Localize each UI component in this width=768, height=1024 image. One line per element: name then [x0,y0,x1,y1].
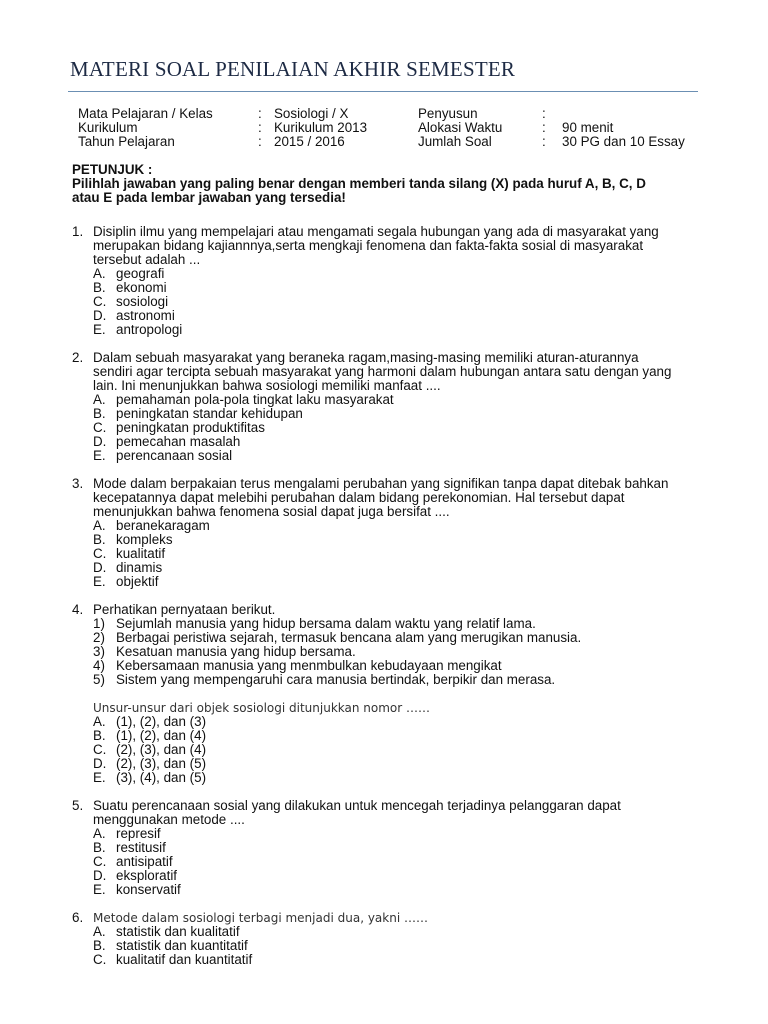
question-number: 3. [72,476,84,491]
question-text: Perhatikan pernyataan berikut. [93,602,276,617]
answer-option [93,841,712,855]
question-3 [72,477,712,589]
answer-option [93,309,712,323]
question-text: Disiplin ilmu yang mempelajari atau mengamati segala hubungan yang ada di masyarakat yang [93,224,659,239]
option-letter: E. [93,882,106,897]
statement-text: Sejumlah manusia yang hidup bersama dalam waktu yang relatif lama. [116,616,536,631]
option-letter: D. [93,560,107,575]
option-text: (3), (4), dan (5) [116,770,207,785]
question-text: menunjukkan bahwa fenomena sosial dapat juga bersifat .... [93,504,450,519]
answer-option [93,533,712,547]
answer-option [93,393,712,407]
meta-label: Alokasi Waktu [418,120,503,135]
instructions [72,163,712,205]
option-text: kualitatif dan kuantitatif [116,952,253,967]
answer-option [93,883,712,897]
question-text: kecepatannya dapat melebihi perubahan dalam bidang perekonomian. Hal tersebut dapat [93,490,625,505]
title-divider [68,91,698,92]
instructions-heading: PETUNJUK : [72,162,153,177]
meta-colon: : [258,106,262,121]
answer-option [93,827,712,841]
option-letter: A. [93,518,106,533]
answer-option [93,855,712,869]
meta-label: Tahun Pelajaran [78,134,175,149]
option-letter: B. [93,728,106,743]
question-list [72,225,712,981]
option-text: geografi [116,266,165,281]
statement-text: Kebersamaan manusia yang menmbulkan kebudayaan mengikat [116,658,502,673]
question-number: 1. [72,224,84,239]
page-title: MATERI SOAL PENILAIAN AKHIR SEMESTER [70,57,516,81]
option-letter: B. [93,280,106,295]
meta-value: 2015 / 2016 [274,134,345,149]
option-letter: A. [93,924,106,939]
question-1 [72,225,712,337]
option-letter: A. [93,392,106,407]
option-text: (2), (3), dan (5) [116,756,207,771]
meta-label: Penyusun [418,106,478,121]
answer-option [93,421,712,435]
question-prompt: Unsur-unsur dari objek sosiologi ditunjukkan nomor …… [93,701,431,715]
option-letter: C. [93,294,107,309]
statement-text: Sistem yang mempengaruhi cara manusia bertindak, berpikir dan merasa. [116,672,556,687]
answer-option [93,435,712,449]
meta-label: Jumlah Soal [418,134,492,149]
option-text: dinamis [116,560,163,575]
question-5 [72,799,712,897]
question-4 [72,603,712,785]
option-letter: C. [93,742,107,757]
meta-value: 30 PG dan 10 Essay [562,134,685,149]
statement-number: 2) [93,630,105,645]
meta-colon: : [258,120,262,135]
option-text: kompleks [116,532,173,547]
statement-text: Berbagai peristiwa sejarah, termasuk bencana alam yang merugikan manusia. [116,630,582,645]
option-letter: D. [93,434,107,449]
option-text: statistik dan kuantitatif [116,938,248,953]
meta-value: Kurikulum 2013 [274,120,368,135]
option-text: (2), (3), dan (4) [116,742,207,757]
option-text: statistik dan kualitatif [116,924,240,939]
option-text: beranekaragam [116,518,210,533]
statement-item [93,645,712,659]
option-text: (1), (2), dan (3) [116,714,207,729]
option-letter: B. [93,532,106,547]
statement-number: 1) [93,616,105,631]
meta-value: Sosiologi / X [274,106,349,121]
option-text: restitusif [116,840,166,855]
answer-option [93,281,712,295]
option-text: perencanaan sosial [116,448,233,463]
question-text: tersebut adalah ... [93,252,201,267]
question-text: Mode dalam berpakaian terus mengalami perubahan yang signifikan tanpa dapat ditebak bahkan [93,476,669,491]
statement-item [93,673,712,687]
meta-colon: : [542,106,546,121]
question-text: lain. Ini menunjukkan bahwa sosiologi memiliki manfaat .... [93,378,441,393]
question-text: sendiri agar tercipta sebuah masyarakat yang harmoni dalam hubungan antara satu dengan yang [93,364,672,379]
meta-value: 90 menit [562,120,614,135]
statement-number: 5) [93,672,105,687]
meta-label: Kurikulum [78,120,138,135]
question-text: Metode dalam sosiologi terbagi menjadi dua, yakni …… [93,911,428,925]
statement-number: 4) [93,658,105,673]
option-text: objektif [116,574,159,589]
question-number: 5. [72,798,84,813]
meta-row [78,107,718,121]
answer-option [93,925,712,939]
answer-option [93,575,712,589]
option-text: ekonomi [116,280,167,295]
option-letter: C. [93,854,107,869]
answer-option [93,449,712,463]
question-text: Dalam sebuah masyarakat yang beraneka ragam,masing-masing memiliki aturan-aturannya [93,350,639,365]
option-text: pemahaman pola-pola tingkat laku masyarakat [116,392,394,407]
option-text: sosiologi [116,294,169,309]
answer-option [93,715,712,729]
option-letter: B. [93,938,106,953]
statement-number: 3) [93,644,105,659]
question-text: menggunakan metode .... [93,812,245,827]
answer-option [93,267,712,281]
meta-row [78,121,718,135]
instructions-line: atau E pada lembar jawaban yang tersedia! [72,190,346,205]
question-6 [72,911,712,967]
answer-option [93,295,712,309]
answer-option [93,939,712,953]
instructions-line: Pilihlah jawaban yang paling benar dengan memberi tanda silang (X) pada huruf A, B, C, D [72,176,646,191]
answer-option [93,869,712,883]
answer-option [93,561,712,575]
question-number: 4. [72,602,84,617]
meta-colon: : [542,120,546,135]
answer-option [93,757,712,771]
option-letter: C. [93,952,107,967]
answer-option [93,729,712,743]
option-text: peningkatan produktifitas [116,420,265,435]
answer-option [93,771,712,785]
meta-table [78,107,718,149]
option-letter: E. [93,770,106,785]
statement-text: Kesatuan manusia yang hidup bersama. [116,644,356,659]
question-2 [72,351,712,463]
option-text: eksploratif [116,868,178,883]
option-text: represif [116,826,161,841]
answer-option [93,743,712,757]
meta-label: Mata Pelajaran / Kelas [78,106,213,121]
option-text: antropologi [116,322,183,337]
statement-item [93,617,712,631]
answer-option [93,953,712,967]
meta-row [78,135,718,149]
option-letter: E. [93,448,106,463]
option-letter: B. [93,406,106,421]
question-number: 6. [72,910,84,925]
meta-colon: : [542,134,546,149]
answer-option [93,519,712,533]
option-letter: D. [93,868,107,883]
option-letter: D. [93,756,107,771]
option-letter: C. [93,420,107,435]
option-text: (1), (2), dan (4) [116,728,207,743]
option-letter: D. [93,308,107,323]
option-text: peningkatan standar kehidupan [116,406,303,421]
option-letter: E. [93,322,106,337]
question-text: Suatu perencanaan sosial yang dilakukan untuk mencegah terjadinya pelanggaran dapat [93,798,621,813]
question-text: merupakan bidang kajiannnya,serta mengkaji fenomena dan fakta-fakta sosial di masyarakat [93,238,644,253]
option-text: kualitatif [116,546,166,561]
option-text: astronomi [116,308,175,323]
question-number: 2. [72,350,84,365]
answer-option [93,323,712,337]
answer-option [93,547,712,561]
option-text: konservatif [116,882,181,897]
option-letter: B. [93,840,106,855]
option-letter: E. [93,574,106,589]
option-text: pemecahan masalah [116,434,241,449]
meta-colon: : [258,134,262,149]
option-letter: A. [93,266,106,281]
statement-item [93,659,712,673]
option-letter: C. [93,546,107,561]
answer-option [93,407,712,421]
option-text: antisipatif [116,854,173,869]
statement-item [93,631,712,645]
option-letter: A. [93,826,106,841]
option-letter: A. [93,714,106,729]
